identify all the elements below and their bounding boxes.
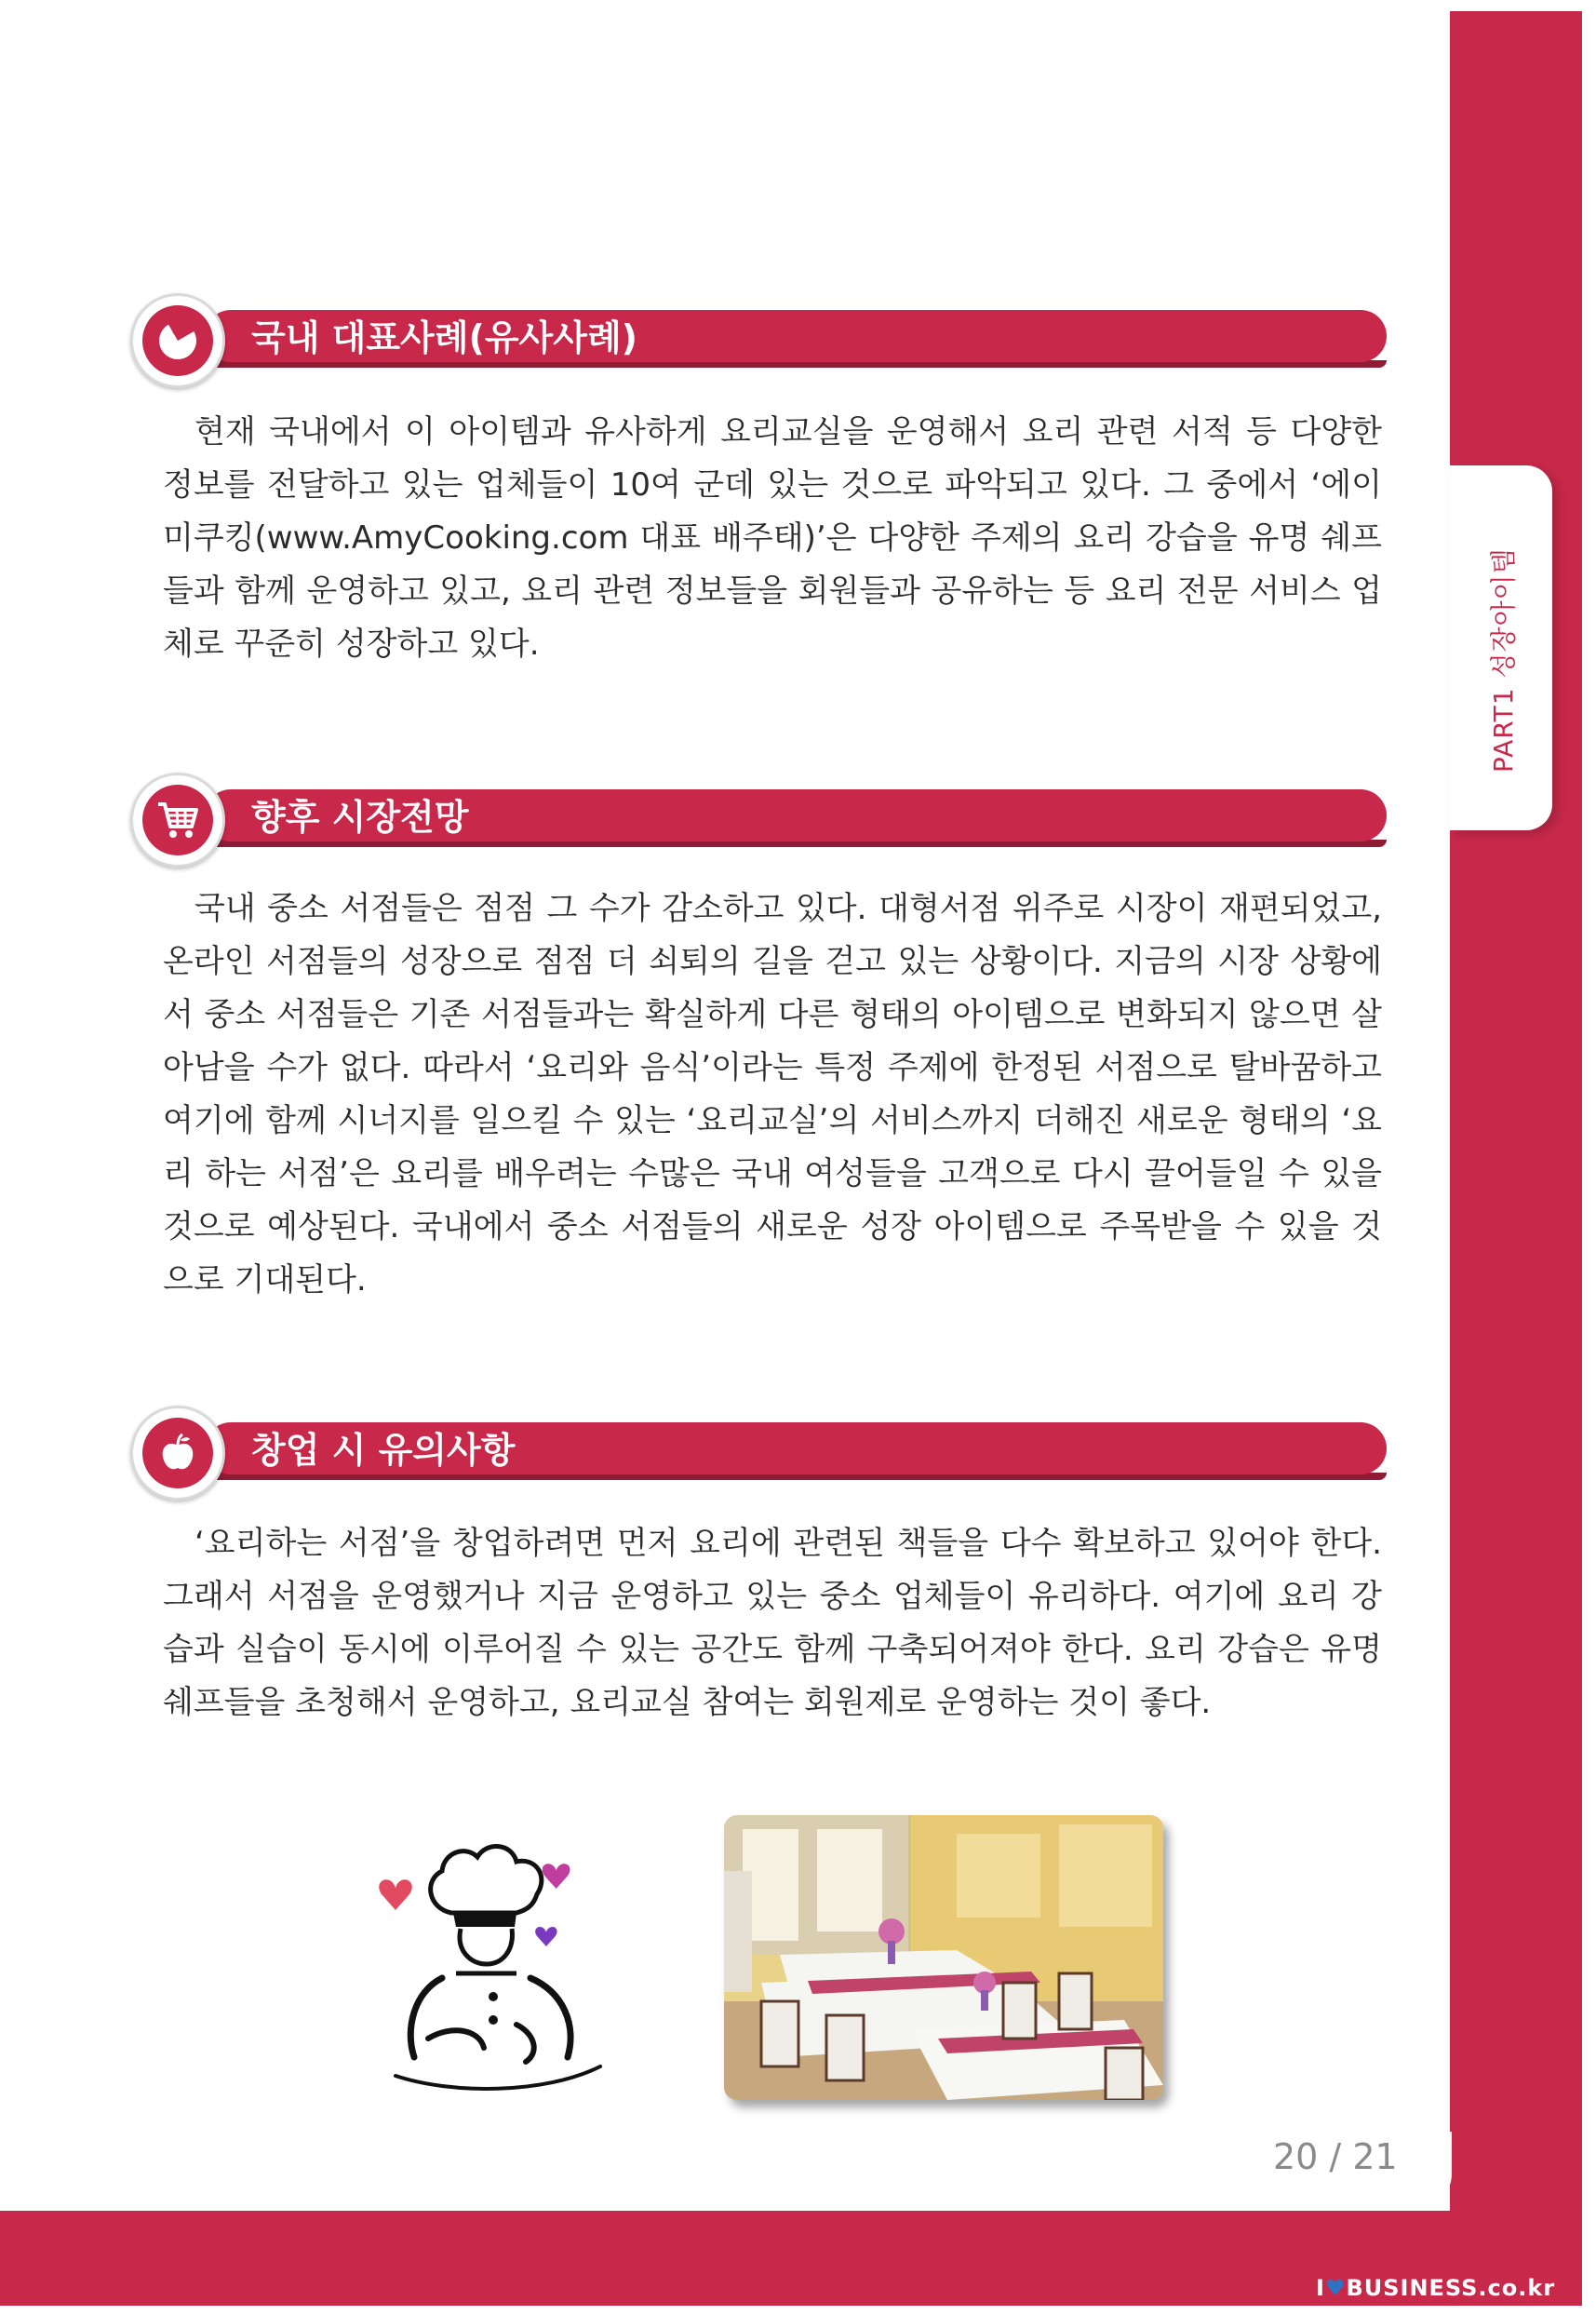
side-accent-band (1450, 11, 1582, 2301)
chef-illustration (377, 1824, 610, 2104)
restaurant-photo (724, 1815, 1163, 2100)
heart-icon: ♥ (1324, 2275, 1347, 2301)
section-icon-badge (130, 773, 225, 868)
section-header-outlook (130, 773, 1387, 856)
page-number: 20 / 21 (1273, 2136, 1398, 2177)
section-icon-badge (130, 293, 225, 388)
section-body-cautions: ‘요리하는 서점’을 창업하려면 먼저 요리에 관련된 책들을 다수 확보하고 있어야 한다. 그래서 서점을 운영했거나 지금 운영하고 있는 중소 업체들이 유리하다. 여기에 요리 강습과 실습이 동시에 이루어질 수 있는 공간도 함께 구축되어져야 한다. 요리 강습은 유명 쉐프들을 초청해서 운영하고, 요리교실 참여는 회원제로 운영하는 것이 좋다. (163, 1525, 1382, 1721)
section-icon-badge (130, 1406, 225, 1501)
section-header-cases (130, 293, 1387, 377)
chapter-tab-label: PART1 성장아이템 (1488, 547, 1519, 773)
section-title: 향후 시장전망 (251, 797, 469, 838)
brand-logo: I♥BUSINESS.co.kr (1316, 2275, 1556, 2301)
section-title: 국내 대표사례(유사사례) (251, 317, 638, 358)
face-icon (155, 318, 200, 363)
section-header-cautions (130, 1406, 1387, 1489)
shopping-cart-icon (154, 797, 201, 843)
section-title: 창업 시 유의사항 (251, 1430, 516, 1471)
section-body-outlook: 국내 중소 서점들은 점점 그 수가 감소하고 있다. 대형서점 위주로 시장이 재편되었고, 온라인 서점들의 성장으로 점점 더 쇠퇴의 길을 걷고 있는 상황이다. 지금의 시장 상황에서 중소 서점들은 기존 서점들과는 확실하게 다른 형태의 아이템으로 변화되지 않으면 살아남을 수가 없다. 따라서 ‘요리와 음식’이라는 특정 주제에 한정된 서점으로 탈바꿈하고 여기에 함께 시너지를 일으킬 수 있는 ‘요리교실’의 서비스까지 더해진 새로운 형태의 ‘요리 하는 서점’은 요리를 배우려는 수많은 국내 여성들을 고객으로 다시 끌어들일 수 있을 것으로 예상된다. 국내에서 중소 서점들의 새로운 성장 아이템으로 주목받을 수 있을 것으로 기대된다. (163, 890, 1382, 1299)
apple-icon (155, 1431, 200, 1475)
section-body-cases: 현재 국내에서 이 아이템과 유사하게 요리교실을 운영해서 요리 관련 서적 등 다양한 정보를 전달하고 있는 업체들이 10여 군데 있는 것으로 파악되고 있다. 그 중에서 ‘에이미쿠킹(www.AmyCooking.com 대표 배주태)’은 다양한 주제의 요리 강습을 유명 쉐프들과 함께 운영하고 있고, 요리 관련 정보들을 회원들과 공유하는 등 요리 전문 서비스 업체로 꾸준히 성장하고 있다. (163, 413, 1382, 663)
